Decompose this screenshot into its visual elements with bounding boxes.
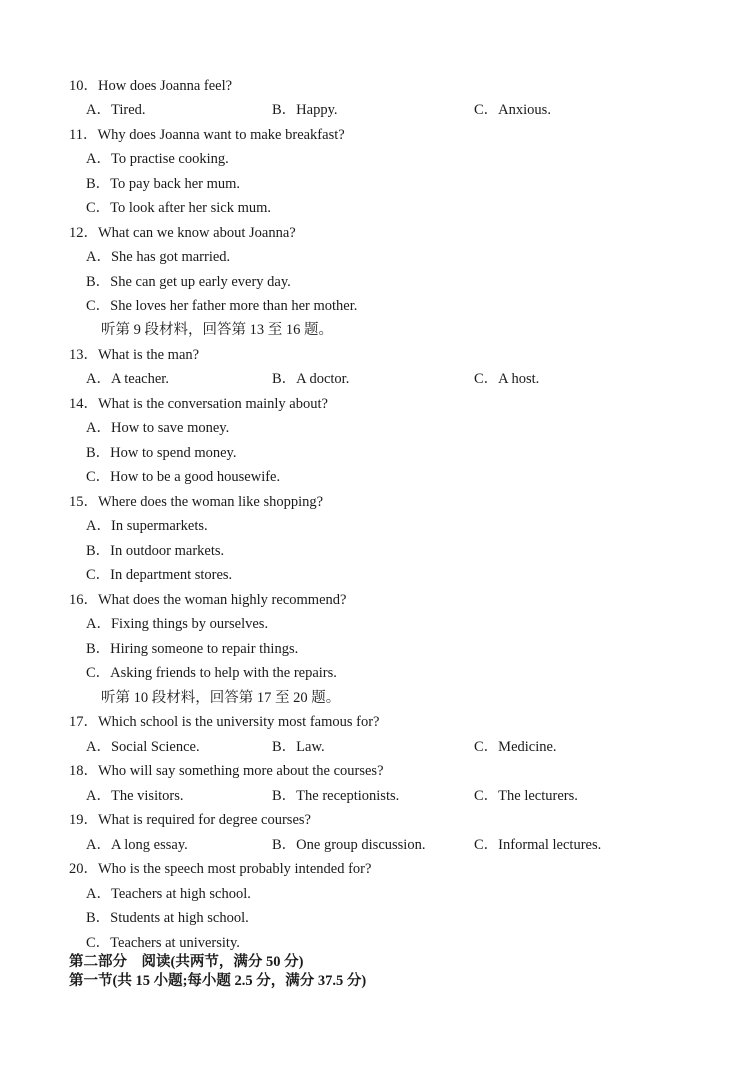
option-10-a <box>86 101 146 119</box>
question-text: Which school is the university most famous for? <box>98 714 380 730</box>
question-number: 20． <box>69 861 98 877</box>
option-18-b <box>272 787 399 805</box>
option-16-a <box>86 615 268 633</box>
option-text: Fixing things by ourselves. <box>110 616 269 632</box>
option-10-c <box>474 101 551 119</box>
option-label: A． <box>86 616 111 632</box>
option-text: Teachers at high school. <box>110 886 251 902</box>
option-label: A． <box>86 371 111 387</box>
question-18 <box>69 762 384 780</box>
option-label: B． <box>272 788 297 804</box>
option-text: A host. <box>498 371 540 387</box>
option-label: B． <box>272 837 297 853</box>
section-one-heading: 第一节(共 15 小题;每小题 2.5 分，满分 37.5 分) <box>69 973 367 989</box>
option-14-a <box>86 419 229 437</box>
option-text: She has got married. <box>110 249 231 265</box>
option-label: A． <box>86 788 111 804</box>
option-label: B． <box>86 176 111 192</box>
option-label: C． <box>474 788 499 804</box>
option-19-c <box>474 836 601 854</box>
question-text: What does the woman highly recommend? <box>98 592 347 608</box>
question-text: What is the man? <box>98 347 200 363</box>
option-label: C． <box>474 837 499 853</box>
option-text: How to spend money. <box>110 445 237 461</box>
option-text: Happy. <box>296 102 338 118</box>
option-label: C． <box>474 739 499 755</box>
option-label: B． <box>86 641 111 657</box>
question-number: 15． <box>69 494 98 510</box>
option-13-a <box>86 370 169 388</box>
option-label: A． <box>86 886 111 902</box>
option-label: A． <box>86 837 111 853</box>
question-20 <box>69 860 371 878</box>
option-12-b <box>86 273 291 291</box>
question-number: 17． <box>69 714 98 730</box>
question-16 <box>69 591 346 609</box>
option-text: Hiring someone to repair things. <box>110 641 299 657</box>
question-text: Who will say something more about the courses? <box>98 763 384 779</box>
option-text: The receptionists. <box>296 788 400 804</box>
question-11 <box>69 126 345 144</box>
option-15-c <box>86 566 232 584</box>
question-text: What is required for degree courses? <box>98 812 311 828</box>
option-label: B． <box>272 371 297 387</box>
option-12-a <box>86 248 230 266</box>
question-number: 11． <box>69 127 98 143</box>
question-number: 18． <box>69 763 98 779</box>
option-20-b <box>86 909 249 927</box>
question-number: 13． <box>69 347 98 363</box>
question-number: 14． <box>69 396 98 412</box>
option-text: To practise cooking. <box>110 151 229 167</box>
option-18-a <box>86 787 183 805</box>
option-15-b <box>86 542 224 560</box>
option-label: C． <box>86 298 111 314</box>
option-19-b <box>272 836 425 854</box>
question-number: 19． <box>69 812 98 828</box>
option-text: To pay back her mum. <box>110 176 241 192</box>
option-label: C． <box>474 102 499 118</box>
material-10-instruction: 听第 10 段材料，回答第 17 至 20 题。 <box>101 690 341 706</box>
option-label: A． <box>86 739 111 755</box>
option-14-c <box>86 468 280 486</box>
option-text: How to save money. <box>110 420 230 436</box>
option-17-a <box>86 738 200 756</box>
option-17-c <box>474 738 557 756</box>
option-label: C． <box>474 371 499 387</box>
option-label: C． <box>86 665 111 681</box>
question-19 <box>69 811 311 829</box>
option-text: The visitors. <box>110 788 184 804</box>
option-text: Tired. <box>110 102 146 118</box>
option-14-b <box>86 444 237 462</box>
option-11-c <box>86 199 271 217</box>
option-text: In outdoor markets. <box>110 543 225 559</box>
option-12-c <box>86 297 357 315</box>
option-text: One group discussion. <box>296 837 426 853</box>
option-text: She can get up early every day. <box>110 274 291 290</box>
question-12 <box>69 224 296 242</box>
option-text: The lecturers. <box>498 788 578 804</box>
option-label: A． <box>86 420 111 436</box>
option-11-a <box>86 150 229 168</box>
option-17-b <box>272 738 325 756</box>
option-16-c <box>86 664 337 682</box>
option-text: A doctor. <box>296 371 350 387</box>
option-label: B． <box>272 102 297 118</box>
question-text: Who is the speech most probably intended for? <box>98 861 372 877</box>
option-13-c <box>474 370 539 388</box>
question-text: What is the conversation mainly about? <box>98 396 328 412</box>
option-label: A． <box>86 151 111 167</box>
material-9-instruction: 听第 9 段材料，回答第 13 至 16 题。 <box>101 322 333 338</box>
option-20-c <box>86 934 240 952</box>
option-label: C． <box>86 200 111 216</box>
option-text: In department stores. <box>110 567 233 583</box>
option-text: Asking friends to help with the repairs. <box>110 665 337 681</box>
question-text: Where does the woman like shopping? <box>98 494 324 510</box>
option-label: C． <box>86 469 111 485</box>
question-14 <box>69 395 328 413</box>
option-11-b <box>86 175 240 193</box>
question-10 <box>69 77 232 95</box>
option-13-b <box>272 370 349 388</box>
option-label: C． <box>86 935 111 951</box>
option-label: B． <box>86 445 111 461</box>
option-19-a <box>86 836 188 854</box>
option-text: In supermarkets. <box>110 518 208 534</box>
option-text: Medicine. <box>498 739 557 755</box>
option-label: B． <box>86 910 111 926</box>
option-text: Law. <box>296 739 325 755</box>
option-text: Anxious. <box>498 102 551 118</box>
option-text: Social Science. <box>110 739 200 755</box>
question-15 <box>69 493 323 511</box>
option-text: Students at high school. <box>110 910 249 926</box>
part-two-heading: 第二部分 阅读(共两节，满分 50 分) <box>69 954 304 970</box>
option-16-b <box>86 640 298 658</box>
option-18-c <box>474 787 578 805</box>
option-label: C． <box>86 567 111 583</box>
option-label: A． <box>86 249 111 265</box>
question-text: How does Joanna feel? <box>98 78 233 94</box>
question-17 <box>69 713 380 731</box>
option-text: A teacher. <box>110 371 169 387</box>
question-13 <box>69 346 199 364</box>
question-text: Why does Joanna want to make breakfast? <box>97 127 345 143</box>
option-text: A long essay. <box>110 837 188 853</box>
option-text: Teachers at university. <box>110 935 240 951</box>
option-label: B． <box>272 739 297 755</box>
option-text: She loves her father more than her mother. <box>110 298 358 314</box>
option-text: Informal lectures. <box>498 837 602 853</box>
option-label: A． <box>86 518 111 534</box>
question-number: 10． <box>69 78 98 94</box>
option-label: B． <box>86 274 111 290</box>
option-label: A． <box>86 102 111 118</box>
option-text: To look after her sick mum. <box>110 200 272 216</box>
question-number: 16． <box>69 592 98 608</box>
option-text: How to be a good housewife. <box>110 469 281 485</box>
question-number: 12． <box>69 225 98 241</box>
option-10-b <box>272 101 338 119</box>
question-text: What can we know about Joanna? <box>98 225 296 241</box>
option-20-a <box>86 885 251 903</box>
option-label: B． <box>86 543 111 559</box>
option-15-a <box>86 517 208 535</box>
